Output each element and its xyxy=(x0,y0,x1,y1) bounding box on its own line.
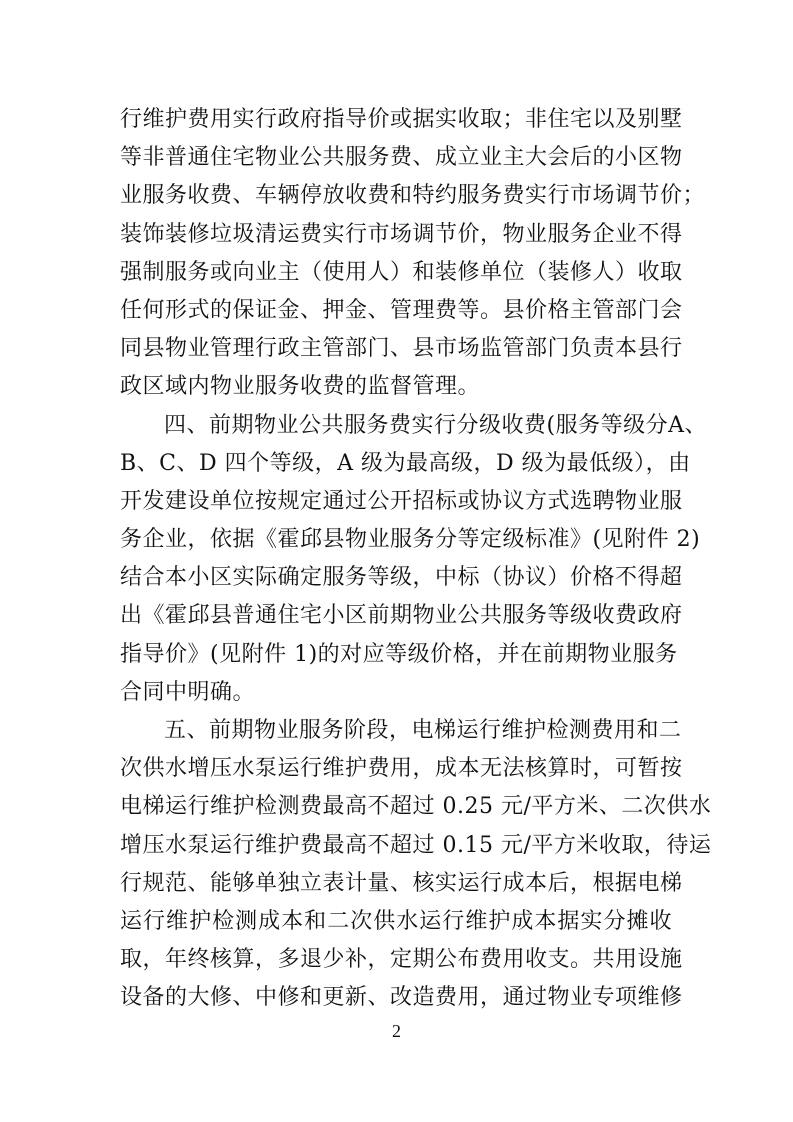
text-line: 五、前期物业服务阶段，电梯运行维护检测费用和二 xyxy=(164,718,682,743)
text-line: 务企业，依据《霍邱县物业服务分等定级标准》(见附件 2) xyxy=(120,527,701,553)
text-line: 同县物业管理行政主管部门、县市场监管部门负责本县行 xyxy=(120,336,683,362)
text-line: 合同中明确。 xyxy=(120,679,256,705)
text-line: 行维护费用实行政府指导价或据实收取；非住宅以及别墅 xyxy=(120,107,683,132)
text-line: 强制服务或向业主（使用人）和装修单位（装修人）收取 xyxy=(120,259,683,285)
paragraph-fee-regulation xyxy=(120,101,706,407)
text-line: B、C、D 四个等级，A 级为最高级，D 级为最低级），由 xyxy=(120,450,691,476)
text-line: 次供水增压水泵运行维护费用，成本无法核算时，可暂按 xyxy=(120,756,683,782)
text-line: 指导价》(见附件 1)的对应等级价格，并在前期物业服务 xyxy=(120,641,678,667)
text-line: 结合本小区实际确定服务等级，中标（协议）价格不得超 xyxy=(120,565,683,591)
text-line: 开发建设单位按规定通过公开招标或协议方式选聘物业服 xyxy=(120,488,683,514)
text-line: 取，年终核算，多退少补，定期公布费用收支。共用设施 xyxy=(120,947,683,973)
page-number: 2 xyxy=(392,1021,401,1041)
text-line: 电梯运行维护检测费最高不超过 0.25 元/平方米、二次供水 xyxy=(120,794,712,820)
text-line: 任何形式的保证金、押金、管理费等。县价格主管部门会 xyxy=(120,297,683,323)
text-line: 运行维护检测成本和二次供水运行维护成本据实分摊收 xyxy=(120,908,672,934)
text-line: 设备的大修、中修和更新、改造费用，通过物业专项维修 xyxy=(120,985,683,1011)
text-line: 四、前期物业公共服务费实行分级收费(服务等级分A、 xyxy=(164,412,707,438)
text-line: 政区域内物业服务收费的监督管理。 xyxy=(120,374,481,400)
text-line: 等非普通住宅物业公共服务费、成立业主大会后的小区物 xyxy=(120,145,683,171)
text-line: 业服务收费、车辆停放收费和特约服务费实行市场调节价； xyxy=(120,183,706,209)
text-line: 行规范、能够单独立表计量、核实运行成本后，根据电梯 xyxy=(120,870,683,896)
document-body xyxy=(120,101,712,1018)
paragraph-section-five xyxy=(120,712,712,1018)
paragraph-section-four xyxy=(120,407,707,713)
text-line: 装饰装修垃圾清运费实行市场调节价，物业服务企业不得 xyxy=(120,221,683,247)
text-line: 出《霍邱县普通住宅小区前期物业公共服务等级收费政府 xyxy=(120,603,683,629)
text-line: 增压水泵运行维护费最高不超过 0.15 元/平方米收取，待运 xyxy=(120,832,712,858)
